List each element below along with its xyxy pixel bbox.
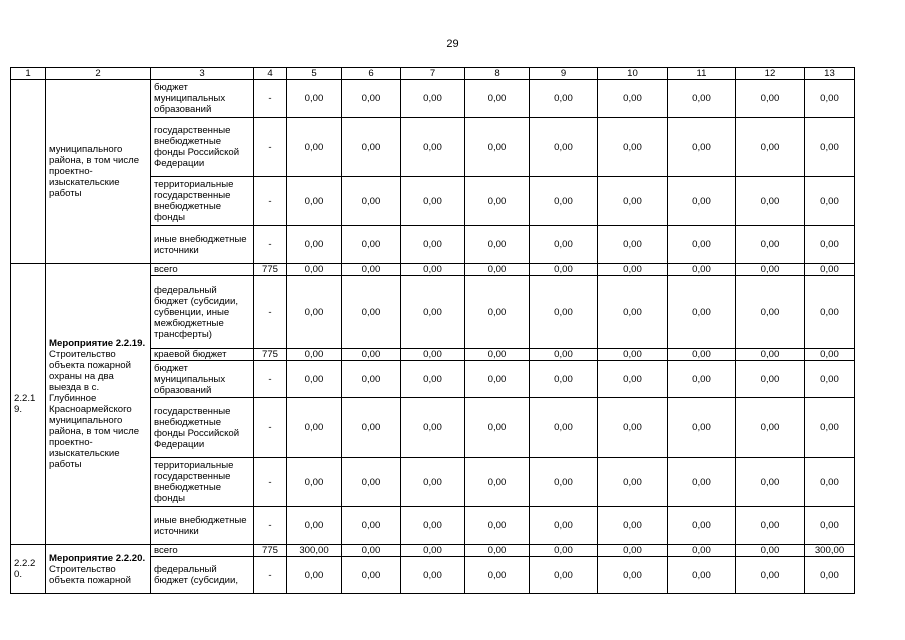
value-cell: 0,00 xyxy=(287,276,342,349)
value-cell: 0,00 xyxy=(342,507,401,545)
table-row xyxy=(11,80,855,118)
value-cell: 0,00 xyxy=(465,177,530,226)
column-number: 4 xyxy=(254,68,287,80)
column-number: 1 xyxy=(11,68,46,80)
column-number: 7 xyxy=(401,68,465,80)
value-cell: 0,00 xyxy=(598,361,668,398)
value-cell: 0,00 xyxy=(465,557,530,594)
value-cell: 0,00 xyxy=(736,557,805,594)
value-cell: 0,00 xyxy=(530,226,598,264)
budget-code: - xyxy=(254,458,287,507)
value-cell: 0,00 xyxy=(805,349,855,361)
value-cell: 0,00 xyxy=(598,545,668,557)
value-cell: 0,00 xyxy=(736,226,805,264)
budget-table xyxy=(10,67,855,594)
value-cell: 0,00 xyxy=(530,264,598,276)
value-cell: 0,00 xyxy=(401,545,465,557)
measure-description: Строительство объекта пожарной xyxy=(49,563,131,586)
value-cell: 0,00 xyxy=(465,264,530,276)
value-cell: 0,00 xyxy=(668,276,736,349)
value-cell: 0,00 xyxy=(401,177,465,226)
value-cell: 0,00 xyxy=(598,398,668,458)
column-number: 3 xyxy=(151,68,254,80)
value-cell: 0,00 xyxy=(668,545,736,557)
funding-source: иные внебюджетные источники xyxy=(151,226,254,264)
funding-source: государственные внебюджетные фонды Российской Федерации xyxy=(151,118,254,177)
value-cell: 0,00 xyxy=(342,398,401,458)
measure-name xyxy=(46,264,151,545)
value-cell: 0,00 xyxy=(465,545,530,557)
value-cell: 0,00 xyxy=(805,226,855,264)
budget-code: - xyxy=(254,226,287,264)
value-cell: 0,00 xyxy=(668,226,736,264)
value-cell: 300,00 xyxy=(805,545,855,557)
value-cell: 0,00 xyxy=(736,80,805,118)
value-cell: 0,00 xyxy=(342,545,401,557)
value-cell: 0,00 xyxy=(287,118,342,177)
value-cell: 0,00 xyxy=(598,276,668,349)
value-cell: 0,00 xyxy=(401,507,465,545)
value-cell: 0,00 xyxy=(736,507,805,545)
budget-code: - xyxy=(254,507,287,545)
funding-source: территориальные государственные внебюджетные фонды xyxy=(151,458,254,507)
value-cell: 0,00 xyxy=(401,361,465,398)
funding-source: бюджет муниципальных образований xyxy=(151,361,254,398)
value-cell: 0,00 xyxy=(668,264,736,276)
column-number: 6 xyxy=(342,68,401,80)
funding-source: федеральный бюджет (субсидии, субвенции, иные межбюджетные трансферты) xyxy=(151,276,254,349)
value-cell: 0,00 xyxy=(736,398,805,458)
column-numbers-row xyxy=(11,68,855,80)
value-cell: 0,00 xyxy=(342,276,401,349)
value-cell: 0,00 xyxy=(530,361,598,398)
value-cell: 0,00 xyxy=(401,80,465,118)
value-cell: 0,00 xyxy=(530,557,598,594)
budget-code: 775 xyxy=(254,545,287,557)
value-cell: 0,00 xyxy=(530,177,598,226)
value-cell: 0,00 xyxy=(530,80,598,118)
value-cell: 0,00 xyxy=(401,276,465,349)
value-cell: 0,00 xyxy=(598,349,668,361)
row-index: 2.2.1 9. xyxy=(11,264,46,545)
value-cell: 0,00 xyxy=(805,507,855,545)
funding-source: иные внебюджетные источники xyxy=(151,507,254,545)
value-cell: 0,00 xyxy=(736,458,805,507)
value-cell: 0,00 xyxy=(668,118,736,177)
value-cell: 0,00 xyxy=(530,118,598,177)
value-cell: 0,00 xyxy=(342,349,401,361)
value-cell: 0,00 xyxy=(598,458,668,507)
value-cell: 0,00 xyxy=(342,361,401,398)
value-cell: 0,00 xyxy=(287,507,342,545)
funding-source: бюджет муниципальных образований xyxy=(151,80,254,118)
column-number: 2 xyxy=(46,68,151,80)
value-cell: 0,00 xyxy=(668,80,736,118)
value-cell: 0,00 xyxy=(287,226,342,264)
column-number: 8 xyxy=(465,68,530,80)
value-cell: 0,00 xyxy=(465,458,530,507)
value-cell: 0,00 xyxy=(805,80,855,118)
funding-source: всего xyxy=(151,545,254,557)
row-index xyxy=(11,80,46,264)
budget-code: - xyxy=(254,557,287,594)
funding-source: территориальные государственные внебюджетные фонды xyxy=(151,177,254,226)
page-number: 29 xyxy=(446,38,459,50)
value-cell: 0,00 xyxy=(668,557,736,594)
value-cell: 0,00 xyxy=(530,398,598,458)
value-cell: 300,00 xyxy=(287,545,342,557)
budget-code: - xyxy=(254,177,287,226)
value-cell: 0,00 xyxy=(342,557,401,594)
value-cell: 0,00 xyxy=(401,264,465,276)
value-cell: 0,00 xyxy=(287,264,342,276)
value-cell: 0,00 xyxy=(465,118,530,177)
measure-name xyxy=(46,545,151,594)
value-cell: 0,00 xyxy=(401,349,465,361)
value-cell: 0,00 xyxy=(401,398,465,458)
budget-code: 775 xyxy=(254,264,287,276)
value-cell: 0,00 xyxy=(805,118,855,177)
value-cell: 0,00 xyxy=(342,80,401,118)
value-cell: 0,00 xyxy=(342,264,401,276)
measure-description: муниципального района, в том числе проектно-изыскательские работы xyxy=(49,144,140,199)
budget-code: 775 xyxy=(254,349,287,361)
column-number: 9 xyxy=(530,68,598,80)
value-cell: 0,00 xyxy=(668,177,736,226)
column-number: 11 xyxy=(668,68,736,80)
value-cell: 0,00 xyxy=(598,118,668,177)
column-number: 12 xyxy=(736,68,805,80)
value-cell: 0,00 xyxy=(530,349,598,361)
value-cell: 0,00 xyxy=(465,349,530,361)
value-cell: 0,00 xyxy=(598,507,668,545)
value-cell: 0,00 xyxy=(287,398,342,458)
column-number: 5 xyxy=(287,68,342,80)
funding-source: краевой бюджет xyxy=(151,349,254,361)
value-cell: 0,00 xyxy=(465,361,530,398)
funding-source: всего xyxy=(151,264,254,276)
value-cell: 0,00 xyxy=(342,177,401,226)
value-cell: 0,00 xyxy=(598,80,668,118)
value-cell: 0,00 xyxy=(401,118,465,177)
value-cell: 0,00 xyxy=(736,545,805,557)
value-cell: 0,00 xyxy=(668,398,736,458)
budget-code: - xyxy=(254,80,287,118)
budget-code: - xyxy=(254,398,287,458)
value-cell: 0,00 xyxy=(736,264,805,276)
value-cell: 0,00 xyxy=(598,557,668,594)
value-cell: 0,00 xyxy=(530,507,598,545)
value-cell: 0,00 xyxy=(668,361,736,398)
row-index: 2.2.2 0. xyxy=(11,545,46,594)
value-cell: 0,00 xyxy=(401,557,465,594)
value-cell: 0,00 xyxy=(805,177,855,226)
column-number: 13 xyxy=(805,68,855,80)
value-cell: 0,00 xyxy=(287,458,342,507)
value-cell: 0,00 xyxy=(342,226,401,264)
value-cell: 0,00 xyxy=(465,398,530,458)
value-cell: 0,00 xyxy=(287,349,342,361)
value-cell: 0,00 xyxy=(805,361,855,398)
table-row xyxy=(11,545,855,557)
budget-code: - xyxy=(254,361,287,398)
value-cell: 0,00 xyxy=(598,226,668,264)
measure-title: Мероприятие 2.2.19. xyxy=(49,338,146,349)
value-cell: 0,00 xyxy=(342,118,401,177)
value-cell: 0,00 xyxy=(736,361,805,398)
value-cell: 0,00 xyxy=(401,458,465,507)
value-cell: 0,00 xyxy=(598,177,668,226)
value-cell: 0,00 xyxy=(736,118,805,177)
value-cell: 0,00 xyxy=(465,80,530,118)
funding-source: федеральный бюджет (субсидии, xyxy=(151,557,254,594)
measure-description: Строительство объекта пожарной охраны на два выезда в с. Глубинное Красноармейского муниципального района, в том числе проектно-изыскательские работы xyxy=(49,349,140,470)
value-cell: 0,00 xyxy=(805,264,855,276)
value-cell: 0,00 xyxy=(805,557,855,594)
value-cell: 0,00 xyxy=(805,398,855,458)
value-cell: 0,00 xyxy=(465,276,530,349)
value-cell: 0,00 xyxy=(736,349,805,361)
value-cell: 0,00 xyxy=(401,226,465,264)
value-cell: 0,00 xyxy=(287,557,342,594)
budget-code: - xyxy=(254,276,287,349)
measure-title: Мероприятие 2.2.20. xyxy=(49,552,146,564)
value-cell: 0,00 xyxy=(668,458,736,507)
funding-source: государственные внебюджетные фонды Российской Федерации xyxy=(151,398,254,458)
value-cell: 0,00 xyxy=(668,349,736,361)
value-cell: 0,00 xyxy=(465,226,530,264)
value-cell: 0,00 xyxy=(805,458,855,507)
value-cell: 0,00 xyxy=(287,361,342,398)
value-cell: 0,00 xyxy=(668,507,736,545)
value-cell: 0,00 xyxy=(287,80,342,118)
budget-code: - xyxy=(254,118,287,177)
value-cell: 0,00 xyxy=(805,276,855,349)
value-cell: 0,00 xyxy=(530,545,598,557)
value-cell: 0,00 xyxy=(598,264,668,276)
value-cell: 0,00 xyxy=(530,276,598,349)
value-cell: 0,00 xyxy=(465,507,530,545)
value-cell: 0,00 xyxy=(736,276,805,349)
value-cell: 0,00 xyxy=(287,177,342,226)
value-cell: 0,00 xyxy=(342,458,401,507)
value-cell: 0,00 xyxy=(736,177,805,226)
table-row xyxy=(11,264,855,276)
measure-name xyxy=(46,80,151,264)
value-cell: 0,00 xyxy=(530,458,598,507)
column-number: 10 xyxy=(598,68,668,80)
